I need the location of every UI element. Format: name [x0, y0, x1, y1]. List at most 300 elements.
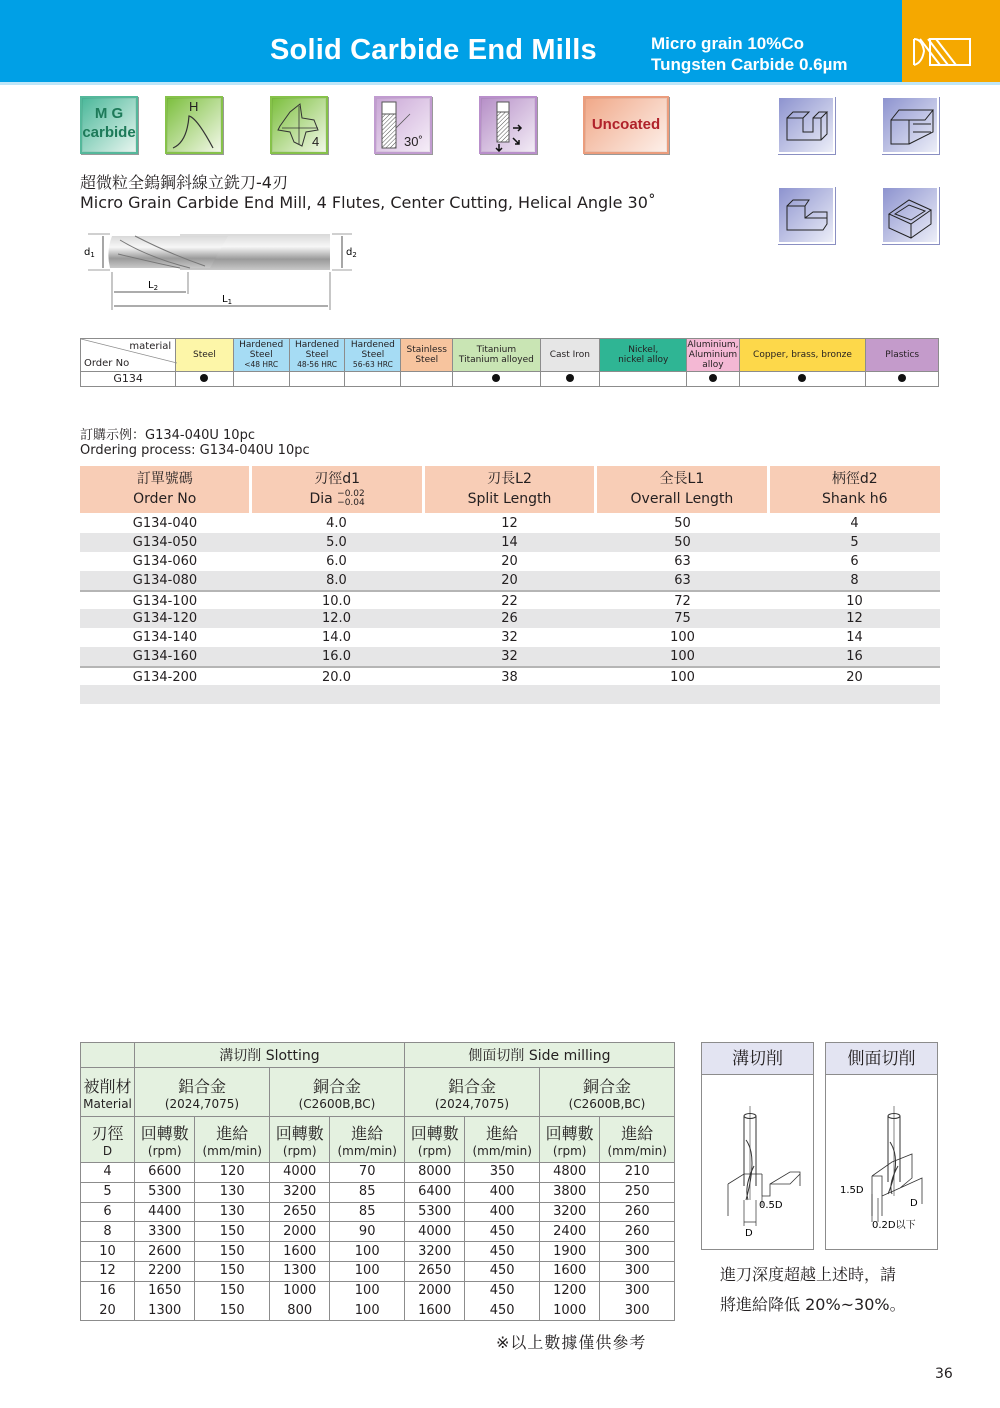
cutting-cell: 150: [195, 1301, 270, 1321]
slotting-label: 溝切削 Slotting: [219, 1048, 320, 1064]
spec-cell: 63: [674, 554, 691, 569]
spec-cell: 6: [850, 554, 859, 569]
pocket-icon: [881, 186, 939, 244]
spec-cell: 50: [674, 516, 691, 531]
col-label-en: Shank h6: [822, 491, 888, 507]
suitability-cell: [866, 372, 939, 387]
cutting-cell: 4400: [135, 1202, 195, 1222]
spec-cell: 14: [846, 630, 863, 645]
dia-header: [81, 1117, 135, 1163]
spec-cell: 32: [501, 630, 518, 645]
rpm-header-cn: 回轉數: [275, 1124, 324, 1143]
spec-cell: G134-040: [132, 516, 198, 531]
feed-advice-line2: 將進給降低 20%~30%。: [720, 1295, 906, 1314]
cutting-cell: 3300: [135, 1222, 195, 1242]
dia-tolerance: [337, 490, 365, 508]
side-height-label: 1.5D: [840, 1185, 864, 1196]
spec-table-empty-row: [80, 685, 940, 704]
mg-label: M G: [94, 105, 124, 122]
cutting-cell: 130: [195, 1202, 270, 1222]
feed-header: [600, 1117, 675, 1163]
material-name-line: <48 HRC: [244, 360, 279, 369]
material-name-line: Steel: [415, 355, 439, 365]
material-name-line: 56-63 HRC: [352, 360, 393, 369]
cutting-conditions-table: [80, 1042, 675, 1321]
cutting-cell: 12: [81, 1261, 135, 1281]
suitability-cell: [453, 372, 540, 387]
alu-cn: 鋁合金: [447, 1076, 496, 1096]
material-name-line: Stainless: [406, 345, 447, 355]
L2-label: $L_2$: [148, 280, 159, 292]
page-title: Solid Carbide End Mills: [270, 34, 597, 66]
spec-cell: 8.0: [326, 573, 347, 588]
suitability-cell: [401, 372, 453, 387]
spec-cell: 72: [674, 594, 691, 609]
cutting-cell: 300: [600, 1242, 675, 1262]
cutting-cell: 1000: [269, 1281, 329, 1301]
side-d-label: D: [910, 1198, 918, 1209]
side-milling-header: [404, 1043, 674, 1068]
suitability-cell: [687, 372, 739, 387]
slot-width-label: D: [745, 1228, 753, 1239]
material-name-line: Steel: [361, 350, 385, 360]
spec-cell: G134-080: [132, 573, 198, 588]
product-title-en: Micro Grain Carbide End Mill, 4 Flutes, Center Cutting, Helical Angle 30˚: [80, 193, 656, 212]
cutting-cell: 100: [330, 1281, 405, 1301]
material-column-header: [289, 339, 345, 372]
spec-table-row: [80, 647, 940, 666]
spec-table-header: [80, 466, 940, 513]
spec-table-row: [80, 609, 940, 628]
slotting-diagram-title: 溝切削: [702, 1043, 813, 1075]
material-name-line: Hardened: [295, 340, 340, 350]
material-column-header: [345, 339, 401, 372]
cutting-cell: 1650: [135, 1281, 195, 1301]
ordering-example-cn: 訂購示例：G134-040U 10pc: [80, 428, 255, 443]
cu-en: (C2600B,BC): [298, 1096, 376, 1111]
suitability-cell: [289, 372, 345, 387]
slotting-diagram: [701, 1042, 814, 1250]
cutting-cell: 3800: [539, 1182, 599, 1202]
rpm-header: [269, 1117, 329, 1163]
cutting-cell: 90: [330, 1222, 405, 1242]
spec-table-row: [80, 666, 940, 685]
material-name-line: Cast Iron: [549, 350, 590, 360]
material-name-line: Copper, brass, bronze: [753, 350, 852, 360]
cutting-table-row: [81, 1202, 675, 1222]
feed-header-unit: (mm/min): [202, 1144, 262, 1158]
spec-cell: G134-200: [132, 670, 198, 685]
spec-cell: 20.0: [322, 670, 351, 685]
page-number: 36: [935, 1366, 953, 1382]
cutting-cell: 2650: [269, 1202, 329, 1222]
spec-cell: G134-050: [132, 535, 198, 550]
material-name-line: Nickel,: [628, 345, 659, 355]
col-label-cn: 全長L1: [659, 471, 705, 487]
material-name-line: alloy: [702, 360, 724, 370]
mg-carbide-icon: [80, 96, 138, 154]
flutes-count-label: 4: [312, 134, 320, 149]
cutting-cell: 300: [600, 1281, 675, 1301]
cutting-cell: 85: [330, 1202, 405, 1222]
helix-angle-icon: [374, 96, 432, 154]
spec-cell: 16: [846, 649, 863, 664]
cutting-cell: 1300: [135, 1301, 195, 1321]
material-header-label: material: [129, 341, 172, 352]
suitability-cell: [176, 372, 234, 387]
rpm-header: [539, 1117, 599, 1163]
material-order-no: G134: [81, 372, 176, 387]
uncoated-label: Uncoated: [591, 116, 661, 133]
cutting-cell: 20: [81, 1301, 135, 1321]
col-label-en: Order No: [133, 491, 197, 507]
header-divider: [0, 82, 1000, 85]
spec-table-row: [80, 590, 940, 609]
spec-cell: 12.0: [322, 611, 351, 626]
cutting-cell: 2400: [539, 1222, 599, 1242]
shoulder-icon: [881, 96, 939, 154]
spec-cell: 12: [846, 611, 863, 626]
cutting-cell: 150: [195, 1222, 270, 1242]
cutting-table-row: [81, 1163, 675, 1183]
feed-header-cn: 進給: [216, 1124, 249, 1143]
cutting-table-row: [81, 1281, 675, 1301]
subtitle-line2: Tungsten Carbide 0.6µm: [651, 55, 848, 74]
spec-cell: 22: [501, 594, 518, 609]
material-name-line: Aluminium: [688, 350, 738, 360]
suitability-cell: [233, 372, 289, 387]
feed-header-unit: (mm/min): [607, 1144, 667, 1158]
dia-en: D: [102, 1144, 113, 1158]
cutting-cell: 100: [330, 1301, 405, 1321]
rpm-header-unit: (rpm): [282, 1144, 317, 1158]
suitable-dot-icon: [566, 374, 574, 382]
spec-table-row: [80, 628, 940, 647]
suitable-dot-icon: [492, 374, 500, 382]
spec-table: [80, 466, 940, 704]
material-column-header: [540, 339, 600, 372]
spec-cell: 4: [850, 516, 859, 531]
cutting-cell: 4: [81, 1163, 135, 1183]
side-cu-header: [539, 1068, 674, 1117]
col-label-en: Overall Length: [630, 491, 734, 507]
slot-depth-label: 0.5D: [759, 1200, 783, 1211]
suitability-cell: [345, 372, 401, 387]
suitability-cell: [739, 372, 866, 387]
material-suitability-table: [80, 338, 939, 387]
spec-cell: 32: [501, 649, 518, 664]
cutting-table-row: [81, 1222, 675, 1242]
tol-upper: −0.02: [337, 489, 365, 499]
feed-header: [465, 1117, 540, 1163]
cutting-cell: 450: [465, 1261, 540, 1281]
cutting-cell: 2000: [404, 1281, 464, 1301]
col-dia: [252, 466, 421, 513]
cutting-cell: 70: [330, 1163, 405, 1183]
spec-table-row: [80, 514, 940, 533]
blank-corner: [81, 1043, 135, 1068]
col-label-en: Split Length: [467, 491, 552, 507]
slotting-illustration: [702, 1076, 815, 1250]
cutting-cell: 450: [465, 1222, 540, 1242]
cutting-cell: 150: [195, 1261, 270, 1281]
spec-cell: 5: [850, 535, 859, 550]
center-cutting-icon: [479, 96, 537, 154]
cutting-cell: 450: [465, 1301, 540, 1321]
rpm-header-unit: (rpm): [552, 1144, 587, 1158]
spec-cell: 20: [501, 554, 518, 569]
spec-cell: 6.0: [326, 554, 347, 569]
suitable-dot-icon: [798, 374, 806, 382]
cutting-cell: 130: [195, 1182, 270, 1202]
material-column-header: [176, 339, 234, 372]
cutting-cell: 100: [330, 1261, 405, 1281]
uncoated-icon: [583, 96, 669, 154]
cutting-cell: 150: [195, 1242, 270, 1262]
side-radial-label: 0.2D以下: [872, 1220, 916, 1231]
cutting-cell: 350: [465, 1163, 540, 1183]
cutting-cell: 4000: [269, 1163, 329, 1183]
side-alu-header: [404, 1068, 539, 1117]
cutting-cell: 5300: [404, 1202, 464, 1222]
suitable-dot-icon: [898, 374, 906, 382]
cutting-cell: 4800: [539, 1163, 599, 1183]
material-column-header: [233, 339, 289, 372]
slotting-header: [135, 1043, 405, 1068]
spec-cell: 100: [670, 670, 695, 685]
spec-cell: G134-060: [132, 554, 198, 569]
product-title-cn: 超微粒全鎢鋼斜線立銑刀-4刃: [80, 173, 288, 192]
spec-cell: 5.0: [326, 535, 347, 550]
cutting-cell: 3200: [404, 1242, 464, 1262]
suitability-cell: [540, 372, 600, 387]
cutting-cell: 2600: [135, 1242, 195, 1262]
cutting-cell: 150: [195, 1281, 270, 1301]
material-name-line: Steel: [193, 350, 216, 360]
rpm-header-cn: 回轉數: [140, 1124, 189, 1143]
spec-cell: G134-120: [132, 611, 198, 626]
cutting-cell: 6: [81, 1202, 135, 1222]
feed-advice-line1: 進刀深度超越上述時，請: [720, 1265, 897, 1284]
cutting-cell: 5: [81, 1182, 135, 1202]
spec-table-row: [80, 552, 940, 571]
col-label-en: [252, 489, 421, 509]
col-label-cn: 刃長L2: [487, 471, 532, 487]
rpm-header: [404, 1117, 464, 1163]
spec-cell: 10: [846, 594, 863, 609]
rpm-header: [135, 1117, 195, 1163]
spec-cell: 26: [501, 611, 518, 626]
cutting-cell: 400: [465, 1202, 540, 1222]
rpm-header-cn: 回轉數: [545, 1124, 594, 1143]
cutting-cell: 4000: [404, 1222, 464, 1242]
spec-cell: 4.0: [326, 516, 347, 531]
cutting-cell: 85: [330, 1182, 405, 1202]
suitability-cell: [600, 372, 687, 387]
cutting-cell: 250: [600, 1182, 675, 1202]
cutting-cell: 260: [600, 1202, 675, 1222]
helix-angle-label: 30˚: [404, 134, 423, 149]
col-shank: [770, 466, 940, 513]
cutting-cell: 6400: [404, 1182, 464, 1202]
carbide-label: carbide: [82, 124, 136, 141]
cutting-cell: 3200: [539, 1202, 599, 1222]
L1-label: $L_1$: [222, 294, 233, 306]
spec-cell: 12: [501, 516, 518, 531]
feed-header-unit: (mm/min): [337, 1144, 397, 1158]
col-label-cn: 訂單號碼: [136, 471, 193, 487]
cutting-cell: 8000: [404, 1163, 464, 1183]
material-name-line: Titanium alloyed: [458, 355, 534, 365]
d2-label: $d_2$: [346, 247, 357, 259]
spec-cell: 14.0: [322, 630, 351, 645]
step-milling-icon: [777, 186, 835, 244]
rpm-header-unit: (rpm): [417, 1144, 452, 1158]
cutting-cell: 16: [81, 1281, 135, 1301]
suitable-dot-icon: [709, 374, 717, 382]
header-subtitle: [651, 33, 848, 75]
feed-header-cn: 進給: [351, 1124, 384, 1143]
cutting-cell: 450: [465, 1281, 540, 1301]
cutting-cell: 2650: [404, 1261, 464, 1281]
tol-lower: −0.04: [337, 498, 365, 508]
rpm-header-unit: (rpm): [147, 1144, 182, 1158]
order-no-header-label: Order No: [84, 358, 130, 369]
center-cut-arrows-icon: [481, 98, 535, 152]
spiral-end-mill-logo-icon: [912, 37, 972, 67]
spec-cell: G134-100: [132, 594, 198, 609]
subtitle-line1: Micro grain 10%Co: [651, 34, 805, 53]
col-order-no: [80, 466, 249, 513]
cutting-table-row: [81, 1301, 675, 1321]
cu-en: (C2600B,BC): [568, 1096, 646, 1111]
material-name-line: Steel: [305, 350, 329, 360]
col-overall-length: [597, 466, 766, 513]
material-name-line: Hardened: [350, 340, 395, 350]
material-column-header: [401, 339, 453, 372]
material-label-cell: [81, 1068, 135, 1117]
cutting-cell: 6600: [135, 1163, 195, 1183]
material-column-header: [453, 339, 540, 372]
reference-note: ※以上數據僅供參考: [496, 1333, 647, 1352]
cutting-cell: 1900: [539, 1242, 599, 1262]
spec-cell: G134-140: [132, 630, 198, 645]
cutting-table-row: [81, 1242, 675, 1262]
material-name-line: Titanium: [476, 345, 517, 355]
cutting-cell: 300: [600, 1261, 675, 1281]
cutting-cell: 2000: [269, 1222, 329, 1242]
dia-cn: 刃徑: [91, 1124, 124, 1143]
suitable-dot-icon: [200, 374, 208, 382]
rpm-header-cn: 回轉數: [410, 1124, 459, 1143]
alu-en: (2024,7075): [164, 1096, 240, 1111]
spec-cell: 75: [674, 611, 691, 626]
material-corner-cell: [81, 339, 176, 372]
feed-header: [195, 1117, 270, 1163]
cutting-table-row: [81, 1261, 675, 1281]
spec-table-row: [80, 571, 940, 590]
spec-cell: 8: [850, 573, 859, 588]
cutting-cell: 8: [81, 1222, 135, 1242]
dia-label: Dia: [309, 491, 333, 507]
spec-cell: 16.0: [322, 649, 351, 664]
feed-header: [330, 1117, 405, 1163]
cutting-cell: 450: [465, 1242, 540, 1262]
spec-cell: 20: [846, 670, 863, 685]
material-en: Material: [83, 1096, 132, 1111]
side-milling-illustration: [826, 1076, 939, 1250]
slot-cu-header: [269, 1068, 404, 1117]
cutting-cell: 1600: [539, 1261, 599, 1281]
side-milling-diagram-title: 側面切削: [826, 1043, 937, 1075]
col-label-cn: 柄徑d2: [831, 471, 878, 487]
hardness-h-icon: [165, 96, 223, 154]
spec-table-row: [80, 533, 940, 552]
material-name-line: Hardened: [239, 340, 284, 350]
feed-header-cn: 進給: [621, 1124, 654, 1143]
material-column-header: [600, 339, 687, 372]
slotting-icon: [777, 96, 835, 154]
cutting-cell: 10: [81, 1242, 135, 1262]
cutting-cell: 400: [465, 1182, 540, 1202]
cutting-cell: 1600: [269, 1242, 329, 1262]
d1-label: $d_1$: [84, 247, 95, 259]
spec-cell: 20: [501, 573, 518, 588]
spec-cell: 63: [674, 573, 691, 588]
spec-cell: G134-160: [132, 649, 198, 664]
material-column-header: [866, 339, 939, 372]
material-name-line: Aluminium,: [687, 340, 739, 350]
cutting-cell: 120: [195, 1163, 270, 1183]
cutting-cell: 300: [600, 1301, 675, 1321]
side-milling-diagram: [825, 1042, 938, 1250]
four-flutes-icon: [270, 96, 328, 154]
feed-header-unit: (mm/min): [472, 1144, 532, 1158]
spec-cell: 50: [674, 535, 691, 550]
hardness-label: H: [189, 99, 199, 114]
cutting-table-row: [81, 1182, 675, 1202]
col-label-cn: 刃徑d1: [314, 471, 360, 487]
cu-cn: 銅合金: [582, 1076, 631, 1096]
spec-cell: 14: [501, 535, 518, 550]
cu-cn: 銅合金: [312, 1076, 361, 1096]
material-name-line: 48-56 HRC: [297, 360, 337, 369]
alu-en: (2024,7075): [434, 1096, 510, 1111]
brand-logo: [902, 0, 1000, 82]
cutting-cell: 100: [330, 1242, 405, 1262]
cutting-cell: 2200: [135, 1261, 195, 1281]
material-cn: 被削材: [83, 1076, 132, 1096]
cutting-cell: 1600: [404, 1301, 464, 1321]
cutting-cell: 260: [600, 1222, 675, 1242]
side-milling-label: 側面切削 Side milling: [468, 1048, 611, 1064]
slot-alu-header: [135, 1068, 270, 1117]
spec-cell: 10.0: [322, 594, 351, 609]
cutting-cell: 1200: [539, 1281, 599, 1301]
col-split-length: [425, 466, 594, 513]
ordering-example-en: Ordering process: G134-040U 10pc: [80, 443, 310, 458]
alu-cn: 鋁合金: [177, 1076, 226, 1096]
end-mill-drawing: [80, 228, 380, 312]
spec-cell: 38: [501, 670, 518, 685]
spec-cell: 100: [670, 649, 695, 664]
material-name-line: Plastics: [885, 350, 920, 360]
cutting-cell: 800: [269, 1301, 329, 1321]
spec-cell: 100: [670, 630, 695, 645]
material-name-line: Steel: [249, 350, 273, 360]
cutting-cell: 3200: [269, 1182, 329, 1202]
cutting-cell: 1300: [269, 1261, 329, 1281]
